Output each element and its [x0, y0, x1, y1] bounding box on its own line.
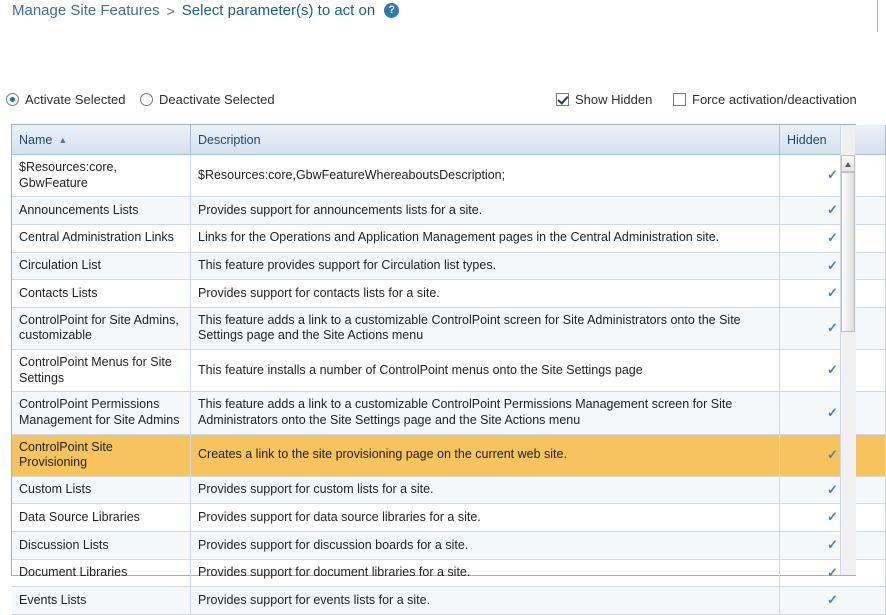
radio-deactivate-label: Deactivate Selected: [159, 92, 275, 107]
cell-feature-description: Provides support for events lists for a site.: [191, 587, 780, 615]
radio-activate-indicator[interactable]: [6, 93, 19, 106]
check-icon: ✓: [827, 229, 838, 245]
table-row[interactable]: [12, 350, 886, 392]
checkbox-force-activation[interactable]: [673, 92, 857, 107]
breadcrumb-parent-link[interactable]: Manage Site Features: [12, 2, 160, 19]
cell-feature-name[interactable]: Custom Lists: [12, 476, 191, 504]
radio-activate-selected[interactable]: [6, 92, 125, 107]
radio-activate-label: Activate Selected: [25, 92, 126, 107]
table-row[interactable]: [12, 532, 886, 560]
breadcrumb-current: Select parameter(s) to act on: [181, 2, 376, 19]
cell-feature-name[interactable]: Document Libraries: [12, 559, 191, 587]
cell-feature-description: Creates a link to the site provisioning page on the current web site.: [191, 434, 780, 476]
table-body: [12, 155, 886, 615]
check-icon: ✓: [827, 404, 838, 420]
cell-feature-description: Links for the Operations and Application Management pages in the Central Administration site.: [191, 224, 780, 252]
cell-feature-name[interactable]: Data Source Libraries: [12, 504, 191, 532]
cell-hidden-flag: [780, 504, 886, 532]
scroll-up-arrow-icon[interactable]: [841, 155, 855, 172]
check-icon: ✓: [827, 537, 838, 552]
check-icon: ✓: [827, 446, 838, 462]
cell-hidden-flag: [780, 280, 886, 308]
check-icon: ✓: [827, 481, 838, 497]
cell-feature-description: $Resources:core,GbwFeatureWhereaboutsDescription;: [191, 155, 780, 197]
cell-hidden-flag: [780, 476, 886, 504]
cell-hidden-flag: [780, 252, 886, 280]
check-icon: ✓: [827, 167, 838, 183]
cell-feature-name[interactable]: Discussion Lists: [12, 532, 191, 560]
cell-feature-description: This feature installs a number of ControlPoint menus onto the Site Settings page: [191, 350, 780, 392]
cell-hidden-flag: [780, 392, 886, 434]
scrollbar-thumb[interactable]: [841, 172, 855, 332]
cell-hidden-flag: [780, 559, 886, 587]
breadcrumb: [12, 2, 399, 19]
cell-feature-description: Provides support for custom lists for a site.: [191, 476, 780, 504]
breadcrumb-separator: >: [166, 2, 175, 19]
cell-feature-name[interactable]: Circulation List: [12, 252, 191, 280]
cell-feature-name[interactable]: Events Lists: [12, 587, 191, 615]
checkbox-show-hidden[interactable]: [556, 92, 652, 107]
cell-hidden-flag: [780, 532, 886, 560]
radio-deactivate-indicator[interactable]: [140, 93, 153, 106]
column-header-description[interactable]: Description: [191, 125, 780, 155]
cell-hidden-flag: [780, 197, 886, 225]
page-divider: [877, 0, 878, 32]
table-row[interactable]: [12, 155, 886, 197]
column-header-name[interactable]: [12, 125, 191, 155]
check-icon: ✓: [827, 509, 838, 525]
table-row[interactable]: [12, 434, 886, 476]
cell-feature-description: Provides support for contacts lists for a site.: [191, 280, 780, 308]
column-header-name-label: Name: [19, 132, 53, 147]
cell-hidden-flag: [780, 350, 886, 392]
help-icon[interactable]: ?: [384, 3, 399, 18]
cell-feature-name[interactable]: Contacts Lists: [12, 280, 191, 308]
table-row[interactable]: [12, 224, 886, 252]
table-header-row: [12, 125, 886, 155]
cell-feature-name[interactable]: ControlPoint for Site Admins, customizable: [12, 307, 191, 349]
cell-hidden-flag: [780, 587, 886, 615]
table-row[interactable]: [12, 559, 886, 587]
cell-feature-description: This feature adds a link to a customizable ControlPoint screen for Site Administrators onto the Site Settings page and the Site Actions menu: [191, 307, 780, 349]
table-row[interactable]: [12, 476, 886, 504]
table-row[interactable]: [12, 280, 886, 308]
check-icon: ✓: [827, 320, 838, 336]
table-row[interactable]: [12, 587, 886, 615]
checkbox-show-hidden-indicator[interactable]: [556, 93, 569, 106]
table-row[interactable]: [12, 392, 886, 434]
cell-feature-name[interactable]: Announcements Lists: [12, 197, 191, 225]
options-row: [0, 92, 881, 116]
table-row[interactable]: [12, 252, 886, 280]
radio-deactivate-selected[interactable]: [140, 92, 275, 107]
checkbox-force-indicator[interactable]: [673, 93, 686, 106]
cell-hidden-flag: [780, 434, 886, 476]
cell-feature-description: Provides support for discussion boards for a site.: [191, 532, 780, 560]
cell-feature-name[interactable]: ControlPoint Menus for Site Settings: [12, 350, 191, 392]
cell-hidden-flag: [780, 155, 886, 197]
table-row[interactable]: [12, 307, 886, 349]
check-icon: ✓: [827, 592, 838, 608]
features-table: [12, 125, 886, 615]
cell-feature-description: This feature adds a link to a customizable ControlPoint Permissions Management screen for Site Administrators onto the Site Settings page and the Site Actions menu: [191, 392, 780, 434]
checkbox-force-label: Force activation/deactivation: [692, 92, 857, 107]
checkbox-show-hidden-label: Show Hidden: [575, 92, 653, 107]
cell-feature-name[interactable]: ControlPoint Permissions Management for Site Admins: [12, 392, 191, 434]
cell-feature-description: This feature provides support for Circulation list types.: [191, 252, 780, 280]
column-header-hidden[interactable]: Hidden: [780, 125, 886, 155]
features-table-container: [11, 124, 856, 608]
cell-feature-description: Provides support for document libraries for a site.: [191, 559, 780, 587]
cell-feature-description: Provides support for announcements lists for a site.: [191, 197, 780, 225]
cell-feature-name[interactable]: Central Administration Links: [12, 224, 191, 252]
check-icon: ✓: [827, 564, 838, 580]
table-row[interactable]: [12, 197, 886, 225]
check-icon: ✓: [827, 362, 838, 378]
check-icon: ✓: [827, 257, 838, 273]
cell-feature-name[interactable]: $Resources:core, GbwFeature: [12, 155, 191, 197]
cell-hidden-flag: [780, 224, 886, 252]
table-vertical-scrollbar[interactable]: [840, 125, 855, 575]
cell-hidden-flag: [780, 307, 886, 349]
check-icon: ✓: [827, 202, 838, 218]
table-row[interactable]: [12, 504, 886, 532]
cell-feature-name[interactable]: ControlPoint Site Provisioning: [12, 434, 191, 476]
sort-ascending-icon: ▲: [58, 135, 68, 146]
cell-feature-description: Provides support for data source libraries for a site.: [191, 504, 780, 532]
check-icon: ✓: [827, 285, 838, 301]
